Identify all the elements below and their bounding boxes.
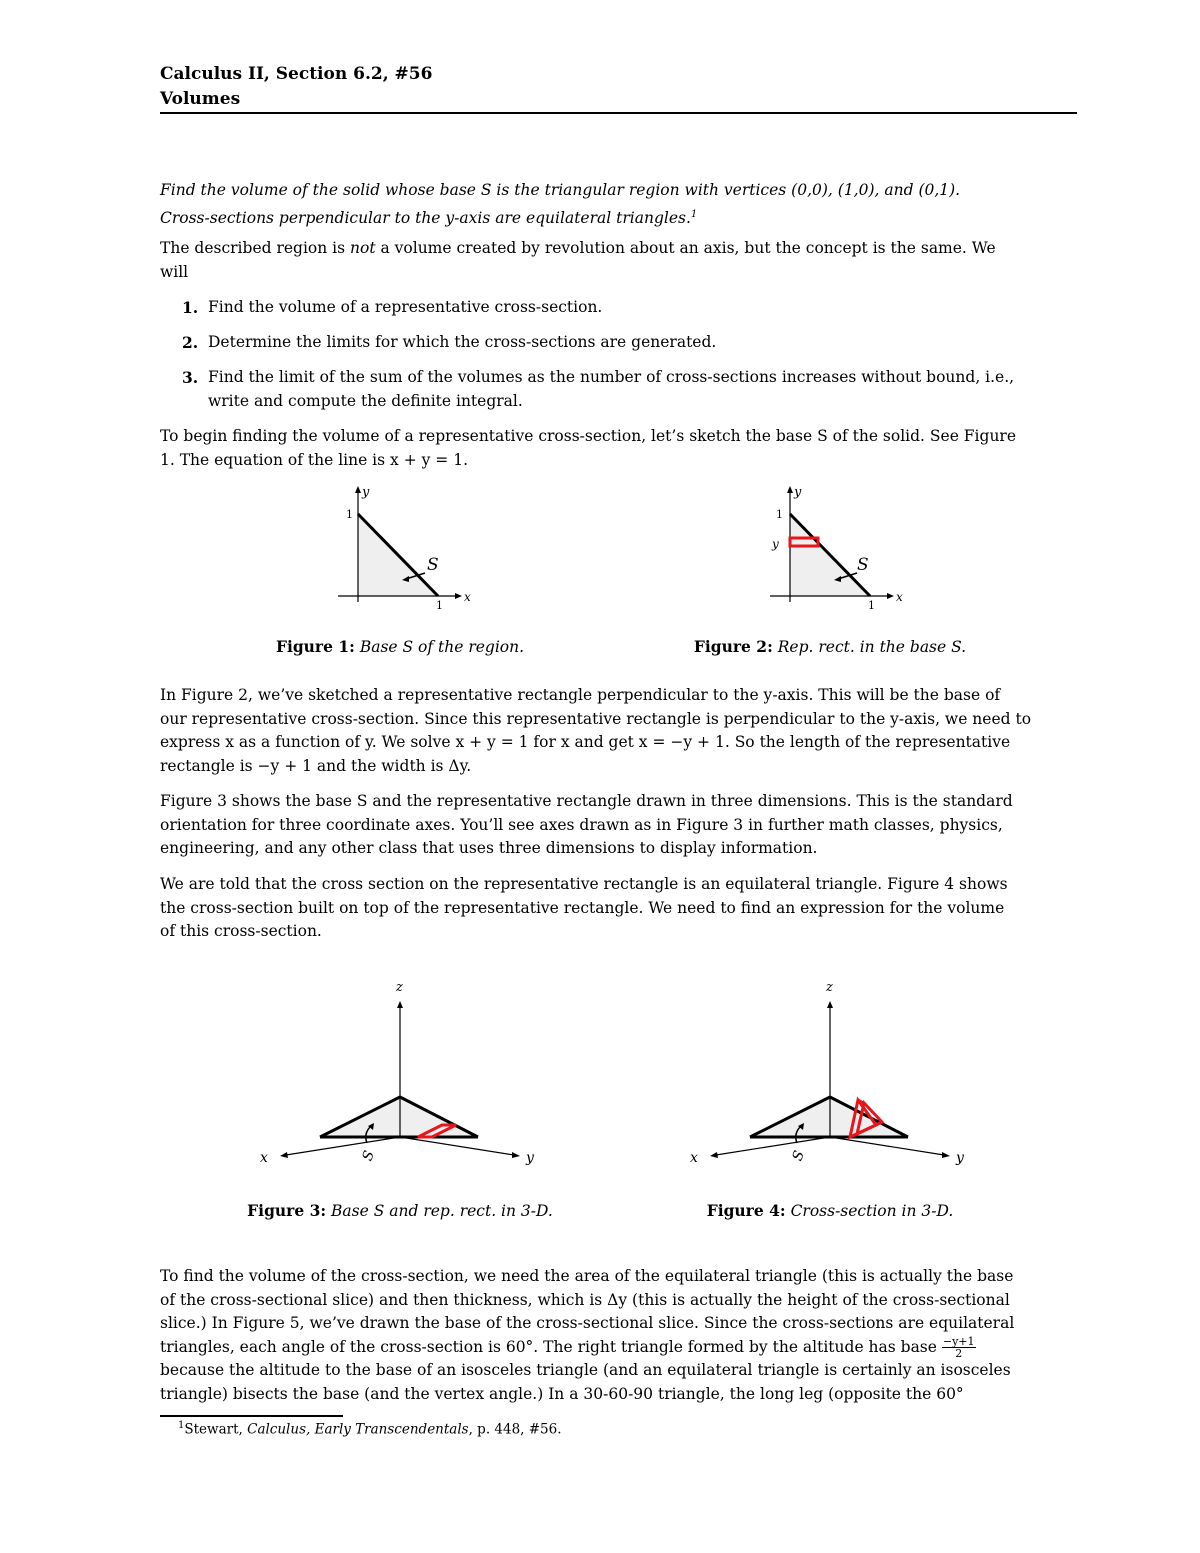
list-item [182,366,1077,413]
text-line: triangles, each angle of the cross-section is 60°. The right triangle formed by the altitude has base [160,1337,937,1356]
x-tick-label: 1 [436,599,443,612]
caption-text: Base S of the region. [359,638,525,656]
problem-line-1: Find the volume of the solid whose base S is the triangular region with vertices (0,0), (1,0), and (0,1). [160,181,961,199]
intro-emphasis: not [350,239,376,257]
y-tick-label: 1 [776,508,783,521]
sketch-line: To begin finding the volume of a representative cross-section, let’s sketch the base S of the solid. See Figure [160,427,1017,445]
list-text: Determine the limits for which the cross-sections are generated. [208,333,717,351]
sketch-paragraph [160,425,1077,472]
caption-label: Figure 3: [247,1201,327,1220]
text-line: express x as a function of y. We solve x + y = 1 for x and get x = −y + 1. So the length of the representative [160,733,1011,751]
figure-2-diagram [762,482,912,612]
document-title: Calculus II, Section 6.2, #56 [160,64,433,84]
text-line: the cross-section built on top of the representative rectangle. We need to find an expression for the volume [160,898,1005,917]
y-axis-arrow [787,486,793,493]
text-line: We are told that the cross section on the representative rectangle is an equilateral triangle. Figure 4 shows [160,875,1008,893]
list-item [182,331,1077,355]
fraction [942,1336,976,1359]
three-d-paragraph [160,790,1077,861]
figure-4-caption [680,1201,980,1220]
list-text: Find the limit of the sum of the volumes as the number of cross-sections increases without bound, i.e., [208,368,1015,386]
list-item [182,296,1077,320]
z-axis-label: z [396,980,403,995]
text-line: orientation for three coordinate axes. You’ll see axes drawn as in Figure 3 in further math classes, physics, [160,815,1003,834]
list-number: 1. [182,298,199,317]
figure-3-diagram [250,975,550,1175]
text-line: our representative cross-section. Since this representative rectangle is perpendicular to the y-axis, we need to [160,709,1032,728]
figure-2-caption [660,637,1000,656]
caption-label: Figure 2: [693,637,773,656]
intro-text: The described region is [160,239,351,257]
rectangle-paragraph [160,684,1077,778]
y-axis-label: y [956,1150,964,1166]
footnote-book-title: Calculus, Early Transcendentals [247,1421,469,1438]
x-axis-arrow [455,593,462,599]
x-axis [716,1137,830,1155]
text-line: triangle) bisects the base (and the vertex angle.) In a 30-60-90 triangle, the long leg (opposite the 60° [160,1384,964,1403]
y-axis-label: y [794,485,802,500]
text-line: To find the volume of the cross-section, we need the area of the equilateral triangle (this is actually the base [160,1267,1014,1285]
x-axis-label: x [464,590,471,604]
y-value-label: y [772,537,779,551]
base-region-fill [320,1097,478,1137]
caption-label: Figure 1: [275,637,355,656]
region-label: S [789,1148,808,1164]
cross-section-paragraph [160,873,1077,944]
footnote-rule [160,1415,343,1417]
footnote-author: Stewart, [184,1421,248,1438]
x-axis-arrow [887,593,894,599]
caption-text: Cross-section in 3-D. [790,1202,954,1220]
region-label: S [427,555,439,575]
x-axis-label: x [690,1150,698,1166]
z-axis-label: z [826,980,833,995]
problem-line-2: Cross-sections perpendicular to the y-axis are equilateral triangles. [160,208,691,227]
volume-paragraph [160,1265,1077,1406]
y-axis-arrow [355,486,361,493]
problem-statement [160,179,1077,230]
list-number: 2. [182,333,199,352]
intro-text-cont: a volume created by revolution about an axis, but the concept is the same. We [375,239,996,257]
base-region-fill [750,1097,908,1137]
footnote-reference: , p. 448, #56. [468,1421,562,1438]
text-line: engineering, and any other class that uses three dimensions to display information. [160,839,818,857]
caption-label: Figure 4: [706,1201,786,1220]
region-label: S [857,555,869,575]
y-axis-label: y [362,485,370,500]
x-axis-label: x [260,1150,268,1166]
text-line: slice.) In Figure 5, we’ve drawn the base of the cross-sectional slice. Since the cross-sections are equilateral [160,1314,1015,1332]
text-line: because the altitude to the base of an isosceles triangle (and an equilateral triangle is certainly an isosceles [160,1361,1011,1379]
x-axis-arrow [710,1152,718,1158]
footnote [178,1420,562,1438]
z-axis-arrow [827,1001,833,1008]
x-axis-label: x [896,590,903,604]
y-tick-label: 1 [346,508,353,521]
x-axis-arrow [280,1152,288,1158]
list-text: Find the volume of a representative cross-section. [208,298,603,316]
y-axis-arrow [512,1152,520,1158]
caption-text: Rep. rect. in the base S. [777,638,967,656]
list-text-cont: write and compute the definite integral. [208,391,523,410]
sketch-line: 1. The equation of the line is x + y = 1. [160,450,468,469]
intro-paragraph [160,237,1077,284]
x-axis [286,1137,400,1155]
text-line: of this cross-section. [160,922,322,940]
y-axis-label: y [526,1150,534,1166]
y-axis [400,1137,514,1155]
header-rule [160,112,1077,114]
figure-3-caption [225,1201,575,1220]
text-line: In Figure 2, we’ve sketched a representative rectangle perpendicular to the y-axis. This will be the base of [160,686,1001,704]
footnote-mark: 1 [178,1420,185,1431]
y-axis-arrow [942,1152,950,1158]
text-line: of the cross-sectional slice) and then thickness, which is Δy (this is actually the height of the cross-sectional [160,1290,1010,1309]
z-axis-arrow [397,1001,403,1008]
fraction-denominator: 2 [955,1347,963,1360]
region-label: S [359,1148,378,1164]
x-tick-label: 1 [868,599,875,612]
figure-1-caption [245,637,555,656]
y-axis [830,1137,944,1155]
text-line: rectangle is −y + 1 and the width is Δy. [160,756,472,775]
figure-1-diagram [330,482,480,612]
intro-text-end: will [160,262,189,281]
footnote-ref: 1 [690,208,698,220]
list-number: 3. [182,368,199,387]
document-subtitle: Volumes [160,89,241,109]
text-line: Figure 3 shows the base S and the representative rectangle drawn in three dimensions. This is the standard [160,792,1013,810]
fraction-numerator: −y+1 [942,1335,975,1348]
caption-text: Base S and rep. rect. in 3-D. [331,1202,553,1220]
figure-4-diagram [680,975,980,1175]
